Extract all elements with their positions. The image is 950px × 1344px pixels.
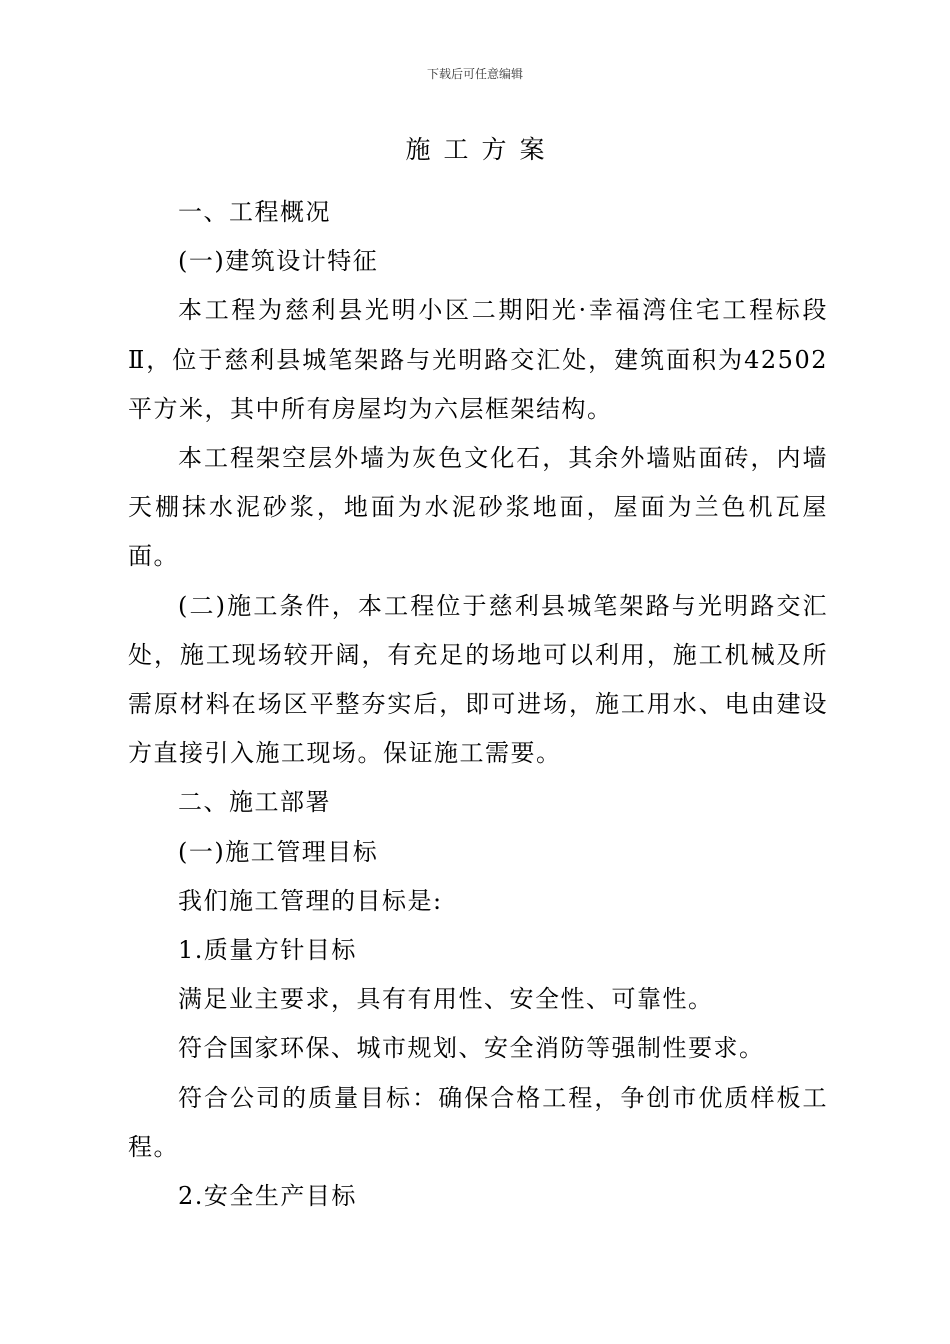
header-note: 下载后可任意编辑 (426, 67, 523, 81)
section-heading-deployment: 二、施工部署 (178, 788, 331, 817)
section-heading-overview: 一、工程概况 (178, 198, 331, 226)
paragraph-national-requirements: 符合国家环保、城市规划、安全消防等强制性要求。 (178, 1034, 765, 1063)
paragraph-project-intro: 本工程为慈利县光明小区二期阳光·幸福湾住宅工程标段Ⅱ，位于慈利县城笔架路与光明路交汇处，建筑面积为42502平方米，其中所有房屋均为六层框架结构。 (128, 296, 828, 423)
paragraph-finishes: 本工程架空层外墙为灰色文化石，其余外墙贴面砖，内墙天棚抹水泥砂浆，地面为水泥砂浆地面，屋面为兰色机瓦屋面。 (128, 444, 828, 571)
subsection-heading-design: (一)建筑设计特征 (178, 247, 379, 276)
paragraph-owner-requirements: 满足业主要求，具有有用性、安全性、可靠性。 (178, 985, 714, 1014)
paragraph-site-conditions: (二)施工条件，本工程位于慈利县城笔架路与光明路交汇处，施工现场较开阔，有充足的场地可以利用，施工机械及所需原材料在场区平整夯实后，即可进场，施工用水、电由建设方直接引入施工现场。保证施工需要。 (128, 591, 828, 768)
paragraph-company-quality: 符合公司的质量目标：确保合格工程，争创市优质样板工程。 (128, 1083, 828, 1161)
document-title: 施工方案 (405, 135, 558, 164)
list-item-quality: 1.质量方针目标 (178, 936, 357, 965)
subsection-heading-goals: (一)施工管理目标 (178, 837, 379, 866)
paragraph-goals-intro: 我们施工管理的目标是: (178, 886, 443, 915)
list-item-safety: 2.安全生产目标 (178, 1182, 357, 1211)
document-body (128, 188, 828, 1221)
